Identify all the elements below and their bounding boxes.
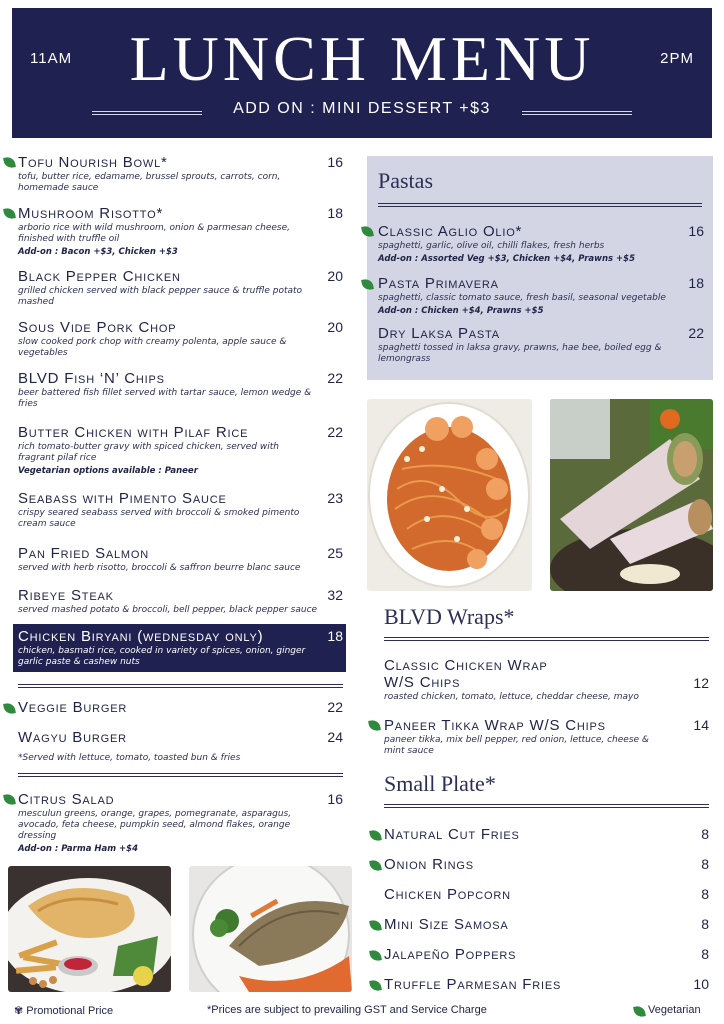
menu-item (18, 154, 343, 194)
vegetarian-leaf-icon (369, 859, 382, 872)
seabass-photo (189, 866, 352, 992)
vegetarian-leaf-icon (369, 829, 382, 842)
vegetarian-leaf-icon (369, 919, 382, 932)
promo-legend (14, 1004, 113, 1017)
item-name: Dry Laksa Pasta (378, 325, 500, 342)
menu-item (384, 976, 709, 993)
item-price: 16 (327, 791, 343, 807)
vegetarian-leaf-icon (368, 719, 381, 732)
item-price: 8 (701, 826, 709, 842)
item-name: Truffle Parmesan Fries (384, 976, 562, 993)
vegetarian-leaf-icon (3, 702, 16, 715)
menu-item (384, 916, 709, 933)
menu-item (18, 268, 343, 308)
menu-title: LUNCH MENU (129, 23, 595, 94)
vegetarian-leaf-icon (369, 949, 382, 962)
item-name: Mini Size Samosa (384, 916, 509, 933)
item-description: served mashed potato & broccoli, bell pepper, black pepper sauce (18, 605, 318, 615)
menu-item (384, 856, 709, 873)
menu-item (378, 223, 704, 264)
vegetarian-leaf-icon (3, 156, 16, 169)
section-divider (18, 684, 343, 688)
menu-item (384, 717, 709, 757)
item-name: Sous Vide Pork Chop (18, 319, 177, 336)
item-name: Citrus Salad (18, 791, 115, 808)
section-divider (384, 637, 709, 641)
item-name: Black Pepper Chicken (18, 268, 181, 285)
vegetarian-leaf-icon (3, 793, 16, 806)
vegetarian-leaf-icon (3, 207, 16, 220)
item-name: Veggie Burger (18, 699, 128, 716)
end-time: 2PM (660, 50, 694, 67)
item-price: 23 (327, 490, 343, 506)
item-name: BLVD Fish ‘N’ Chips (18, 370, 165, 387)
menu-item (384, 826, 709, 843)
item-description: spaghetti, garlic, olive oil, chilli flakes, fresh herbs (378, 241, 605, 251)
item-name: Butter Chicken with Pilaf Rice (18, 424, 249, 441)
item-price: 20 (327, 268, 343, 284)
item-name: Pasta Primavera (378, 275, 499, 292)
section-divider (18, 773, 343, 777)
item-name: Chicken Popcorn (384, 886, 511, 903)
item-name: Classic Aglio Olio* (378, 223, 523, 240)
menu-item (18, 587, 343, 616)
item-price: 16 (688, 223, 704, 239)
menu-item (384, 657, 709, 703)
menu-item (18, 370, 343, 410)
item-price: 14 (693, 717, 709, 733)
menu-item (18, 424, 343, 476)
item-addon: Add-on : Chicken +$4, Prawns +$5 (378, 306, 544, 316)
menu-item (18, 490, 343, 530)
menu-item (18, 545, 343, 574)
item-price: 32 (327, 587, 343, 603)
veg-legend: Vegetarian (648, 1004, 701, 1016)
fish-and-chips-photo (8, 866, 171, 992)
item-description: spaghetti, classic tomato sauce, fresh basil, seasonal vegetable (378, 293, 666, 303)
wrap-photo (550, 399, 713, 591)
item-name: Onion Rings (384, 856, 474, 873)
menu-item (378, 275, 704, 316)
item-name: Natural Cut Fries (384, 826, 520, 843)
item-name: Tofu Nourish Bowl* (18, 154, 168, 171)
vegetarian-leaf-icon (369, 979, 382, 992)
item-addon: Add-on : Assorted Veg +$3, Chicken +$4, Prawns +$5 (378, 254, 636, 264)
menu-item (18, 628, 343, 668)
pastas-title: Pastas (378, 168, 433, 193)
menu-item (18, 319, 343, 359)
item-name: Ribeye Steak (18, 587, 114, 604)
pasta-photo (367, 399, 532, 591)
item-description: rich tomato-butter gravy with spiced chicken, served with fragrant pilaf rice (18, 442, 279, 463)
small-plate-title: Small Plate* (384, 771, 496, 796)
item-price: 8 (701, 886, 709, 902)
item-name: Wagyu Burger (18, 729, 127, 746)
menu-header (12, 8, 712, 138)
vegetarian-leaf-icon (633, 1005, 646, 1018)
item-addon: Add-on : Parma Ham +$4 (18, 844, 139, 854)
item-name: Pan Fried Salmon (18, 545, 149, 562)
item-price: 18 (688, 275, 704, 291)
item-name: Seabass with Pimento Sauce (18, 490, 227, 507)
item-price: 25 (327, 545, 343, 561)
item-price: 8 (701, 946, 709, 962)
item-price: 16 (327, 154, 343, 170)
item-price: 18 (327, 628, 343, 644)
item-description: served with herb risotto, broccoli & saffron beurre blanc sauce (18, 563, 301, 573)
item-price: 22 (327, 424, 343, 440)
item-description: crispy seared seabass served with broccoli & smoked pimento cream sauce (18, 508, 300, 529)
menu-item (384, 946, 709, 963)
menu-item (18, 699, 343, 716)
item-price: 22 (688, 325, 704, 341)
item-price: 10 (693, 976, 709, 992)
item-description: roasted chicken, tomato, lettuce, cheddar cheese, mayo (384, 692, 639, 702)
item-description: slow cooked pork chop with creamy polenta, apple sauce & vegetables (18, 337, 287, 358)
item-name: Classic Chicken Wrap (384, 657, 548, 674)
section-divider (378, 203, 702, 207)
menu-item (384, 886, 709, 903)
item-name: Mushroom Risotto* (18, 205, 164, 222)
item-addon: Add-on : Bacon +$3, Chicken +$3 (18, 247, 178, 257)
biryani-highlight (13, 624, 346, 672)
wraps-title: BLVD Wraps* (384, 604, 515, 629)
start-time: 11AM (30, 50, 73, 67)
item-price: 8 (701, 856, 709, 872)
price-note: *Prices are subject to prevailing GST and Service Charge (207, 1004, 487, 1016)
header-rule-right (522, 111, 632, 115)
item-name: Paneer Tikka Wrap W/S Chips (384, 717, 606, 734)
item-price: 22 (327, 370, 343, 386)
menu-item (18, 791, 343, 854)
item-name-line2: W/S Chips (384, 674, 461, 691)
item-price: 20 (327, 319, 343, 335)
promo-label: Promotional Price (26, 1005, 114, 1017)
burger-note: *Served with lettuce, tomato, toasted bun & fries (18, 753, 241, 763)
item-price: 22 (327, 699, 343, 715)
item-price: 24 (327, 729, 343, 745)
item-addon: Vegetarian options available : Paneer (18, 466, 198, 476)
item-description: chicken, basmati rice, cooked in variety of spices, onion, ginger garlic paste & cashew nuts (18, 646, 306, 667)
dessert-addon: ADD ON : MINI DESSERT +$3 (233, 100, 491, 117)
item-name: Jalapeño Poppers (384, 946, 517, 963)
item-description: paneer tikka, mix bell pepper, red onion, lettuce, cheese & mint sauce (384, 735, 649, 756)
item-price: 8 (701, 916, 709, 932)
item-description: beer battered fish fillet served with tartar sauce, lemon wedge & fries (18, 388, 312, 409)
menu-item (18, 205, 343, 257)
menu-item (378, 325, 704, 365)
item-description: grilled chicken served with black pepper sauce & truffle potato mashed (18, 286, 303, 307)
menu-item (18, 729, 343, 746)
promo-star-icon: ✾ (14, 1005, 24, 1017)
item-description: arborio rice with wild mushroom, onion & parmesan cheese, finished with truffle oil (18, 223, 290, 244)
item-name: Chicken Biryani (wednesday only) (18, 628, 264, 645)
item-description: tofu, butter rice, edamame, brussel sprouts, carrots, corn, homemade sauce (18, 172, 281, 193)
section-divider (384, 804, 709, 808)
item-description: spaghetti tossed in laksa gravy, prawns, hae bee, boiled egg & lemongrass (378, 343, 662, 364)
item-description: mesculun greens, orange, grapes, pomegranate, asparagus, avocado, feta cheese, pumpkin seed, almond flakes, orange dressing (18, 809, 292, 841)
item-price: 12 (693, 675, 709, 691)
item-price: 18 (327, 205, 343, 221)
